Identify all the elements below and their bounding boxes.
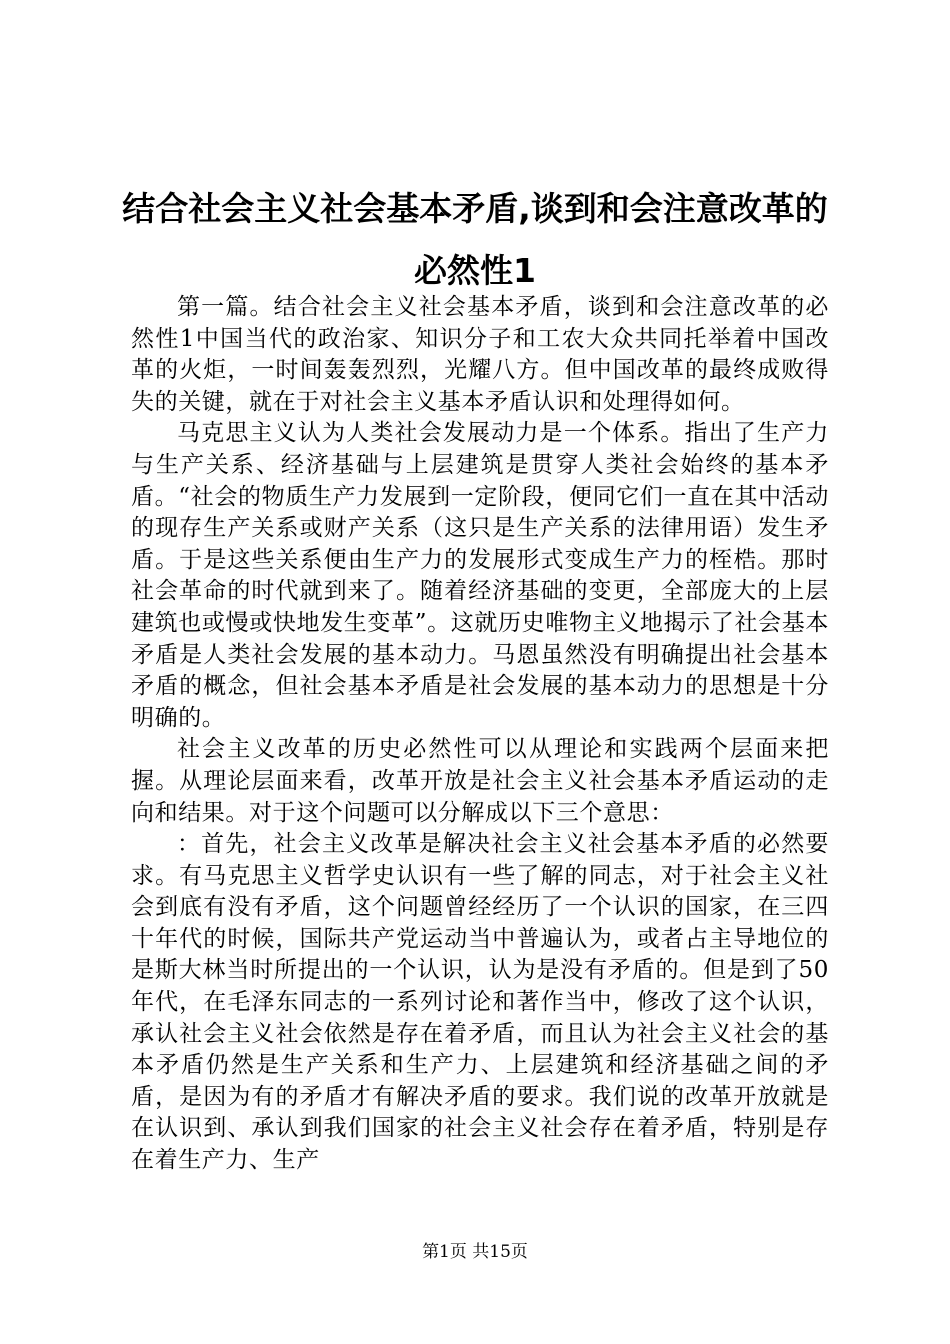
- paragraph-2: 马克思主义认为人类社会发展动力是一个体系。指出了生产力与生产关系、经济基础与上层建筑是贯穿人类社会始终的基本矛盾。“社会的物质生产力发展到一定阶段，便同它们一直在其中活动的现存生产关系或财产关系（这只是生产关系的法律用语）发生矛盾。于是这些关系便由生产力的发展形式变成生产力的桎梏。那时社会革命的时代就到来了。随着经济基础的变更，全部庞大的上层建筑也或慢或快地发生变革”。这就历史唯物主义地揭示了社会基本矛盾是人类社会发展的基本动力。马恩虽然没有明确提出社会基本矛盾的概念，但社会基本矛盾是社会发展的基本动力的思想是十分明确的。: [131, 420, 829, 731]
- paragraph-4: ：首先，社会主义改革是解决社会主义社会基本矛盾的必然要求。有马克思主义哲学史认识有一些了解的同志，对于社会主义社会到底有没有矛盾，这个问题曾经经历了一个认识的国家，在三四十年代的时候，国际共产党运动当中普遍认为，或者占主导地位的是斯大林当时所提出的一个认识，认为是没有矛盾的。但是到了50年代，在毛泽东同志的一系列讨论和著作当中，修改了这个认识，承认社会主义社会依然是存在着矛盾，而且认为社会主义社会的基本矛盾仍然是生产关系和生产力、上层建筑和经济基础之间的矛盾，是因为有的矛盾才有解决矛盾的要求。我们说的改革开放就是在认识到、承认到我们国家的社会主义社会存在着矛盾，特别是存在着生产力、生产: [131, 831, 829, 1174]
- paragraph-1: 第一篇。结合社会主义社会基本矛盾，谈到和会注意改革的必然性1中国当代的政治家、知识分子和工农大众共同托举着中国改革的火炬，一时间轰轰烈烈，光耀八方。但中国改革的最终成败得失的关键，就在于对社会主义基本矛盾认识和处理得如何。: [131, 294, 829, 415]
- page-number-footer: 第1页 共15页: [422, 1242, 528, 1262]
- document-title: 结合社会主义社会基本矛盾,谈到和会注意改革的必然性1: [122, 189, 828, 290]
- paragraph-3: 社会主义改革的历史必然性可以从理论和实践两个层面来把握。从理论层面来看，改革开放是社会主义社会基本矛盾运动的走向和结果。对于这个问题可以分解成以下三个意思：: [131, 736, 829, 826]
- document-body: [131, 292, 829, 1177]
